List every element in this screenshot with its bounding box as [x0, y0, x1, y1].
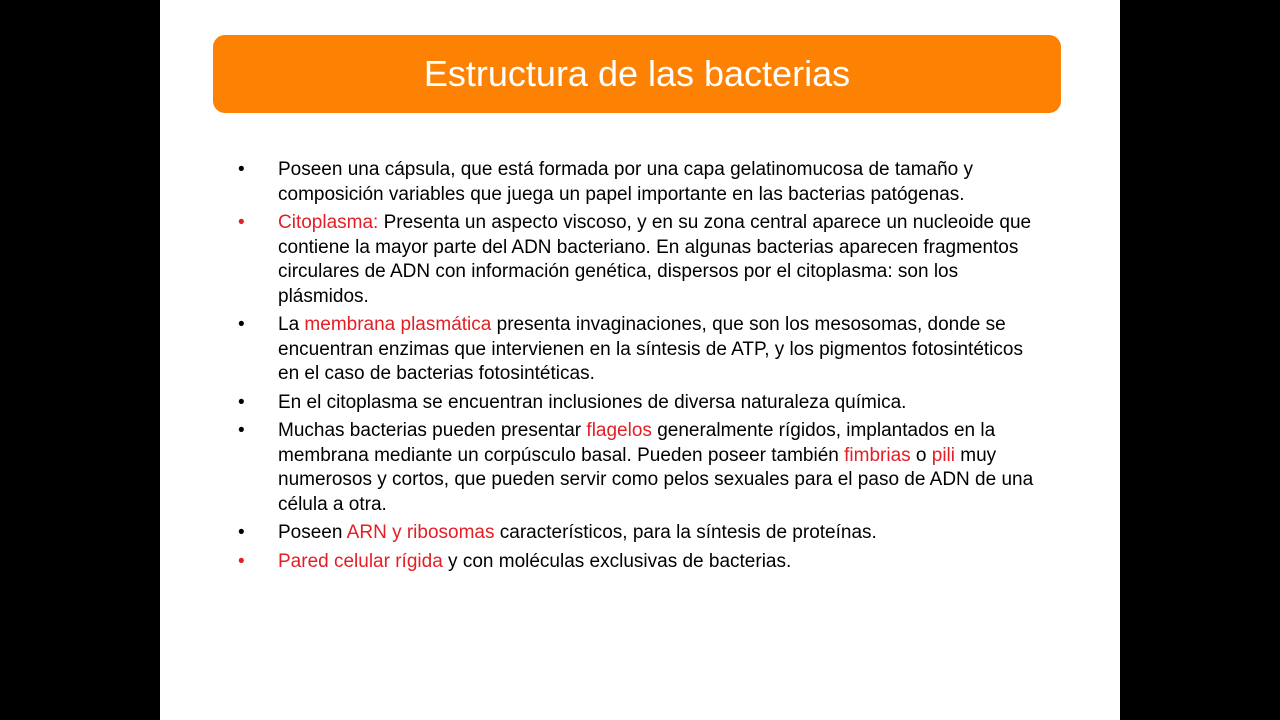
bullet-dot-icon: • [238, 391, 245, 413]
highlighted-term: membrana plasmática [304, 314, 492, 335]
bullet-text: y con moléculas exclusivas de bacterias. [442, 550, 792, 572]
bullet-dot-icon: • [238, 159, 245, 180]
highlighted-term: pili [931, 444, 955, 466]
bullet-text: Muchas bacterias pueden presentar [278, 420, 587, 441]
bullet-text: generalmente rígidos, implantados en la membrana mediante un corpúsculo basal. Pueden poseer también [278, 420, 996, 466]
slide-title: Estructura de las bacterias [423, 53, 851, 94]
bullet-item [238, 211, 1038, 309]
bullet-text: En el citoplasma se encuentran inclusiones de diversa naturaleza química. [278, 391, 907, 413]
bullet-text: o [910, 444, 932, 466]
highlighted-term: Pared celular rígida [278, 550, 443, 572]
bullet-text: muy numerosos y cortos, que pueden servir como pelos sexuales para el paso de ADN de una célula a otra. [278, 444, 1034, 515]
highlighted-term: Citoplasma: [278, 212, 379, 233]
bullet-item [238, 550, 1038, 575]
bullet-item [238, 521, 1038, 546]
highlighted-term: flagelos [586, 420, 652, 441]
highlighted-term: ARN y ribosomas [346, 522, 495, 543]
bullet-item [238, 158, 1038, 207]
bullet-dot-icon: • [238, 550, 245, 572]
slide [160, 0, 1120, 720]
title-banner [213, 35, 1061, 113]
bullet-text: Poseen [278, 522, 347, 543]
bullet-text: característicos, para la síntesis de proteínas. [494, 522, 877, 543]
bullet-dot-icon: • [238, 420, 245, 441]
bullet-item [238, 313, 1038, 387]
bullet-text: La [278, 314, 305, 335]
bullet-text: Presenta un aspecto viscoso, y en su zona central aparece un nucleoide que contiene la mayor parte del ADN bacteriano. En algunas bacterias aparecen fragmentos circulares de ADN con información genética, dispersos por el citoplasma: son los plásmidos. [278, 212, 1032, 307]
bullet-dot-icon: • [238, 212, 245, 233]
bullet-item [238, 391, 1038, 416]
bullet-text: Poseen una cápsula, que está formada por una capa gelatinomucosa de tamaño y composición variables que juega un papel importante en las bacterias patógenas. [278, 159, 974, 205]
bullet-dot-icon: • [238, 522, 245, 543]
bullet-dot-icon: • [238, 314, 245, 335]
bullet-text: presenta invaginaciones, que son los mesosomas, donde se encuentran enzimas que intervienen en la síntesis de ATP, y los pigmentos fotosintéticos en el caso de bacterias fotosintéticas. [278, 314, 1023, 384]
highlighted-term: fimbrias [844, 444, 911, 466]
bullet-item [238, 419, 1038, 517]
bullet-list [238, 158, 1038, 578]
